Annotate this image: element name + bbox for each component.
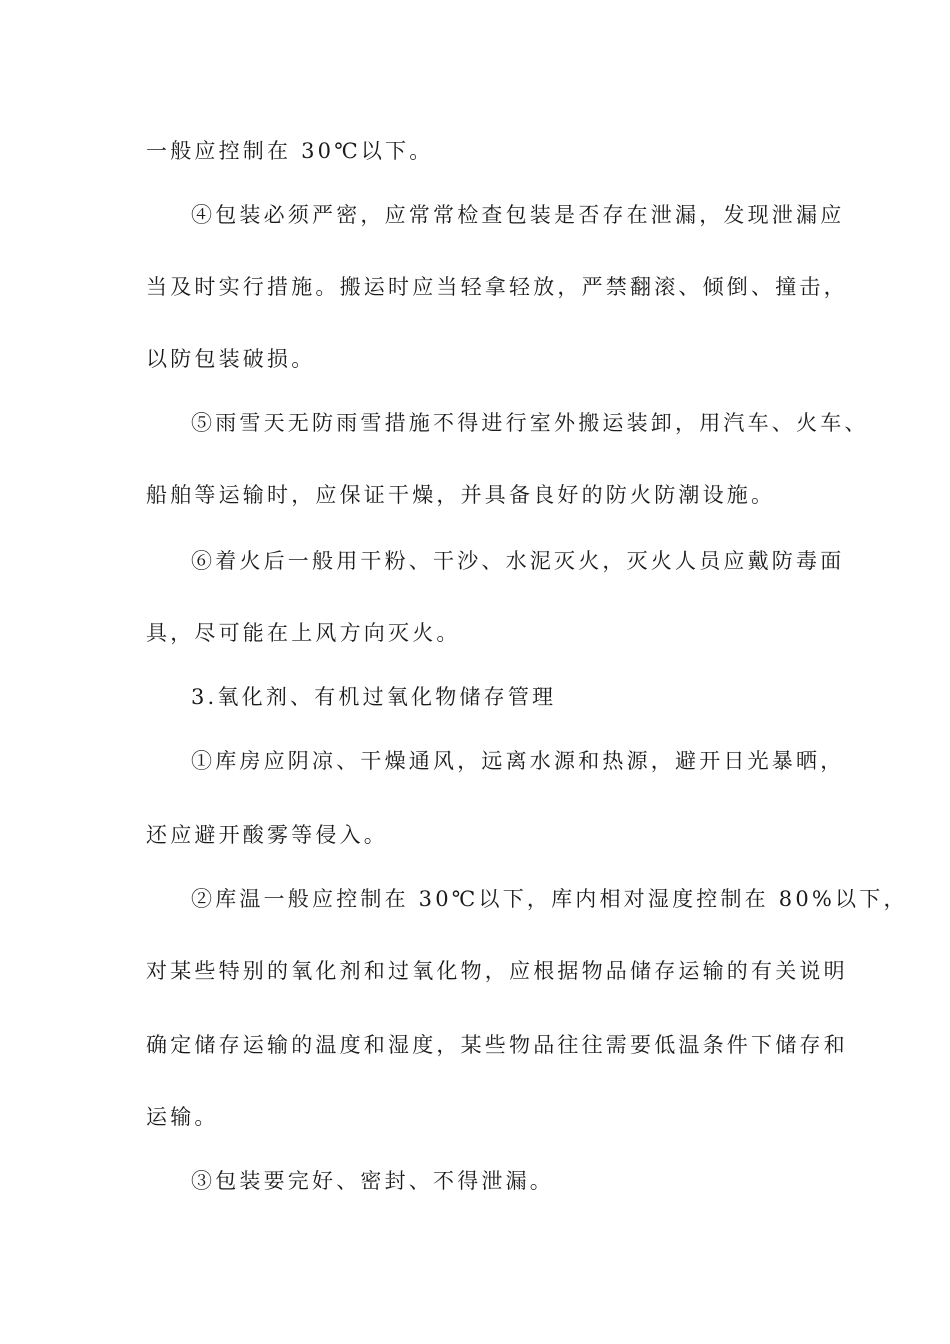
text-line-1: 一般应控制在 30℃以下。 bbox=[146, 139, 434, 163]
text-line-8: 具，尽可能在上风方向灭火。 bbox=[146, 621, 461, 645]
text-line-2: ④包装必须严密，应常常检查包装是否存在泄漏，发现泄漏应 bbox=[191, 203, 845, 227]
text-line-11: 还应避开酸雾等侵入。 bbox=[146, 823, 388, 847]
text-line-13: 对某些特别的氧化剂和过氧化物，应根据物品储存运输的有关说明 bbox=[146, 959, 848, 983]
text-line-14: 确定储存运输的温度和湿度，某些物品往往需要低温条件下储存和 bbox=[146, 1033, 848, 1057]
text-line-15: 运输。 bbox=[146, 1105, 219, 1129]
section-heading: 3.氧化剂、有机过氧化物储存管理 bbox=[191, 685, 557, 709]
text-line-4: 以防包装破损。 bbox=[146, 347, 316, 371]
text-line-5: ⑤雨雪天无防雨雪措施不得进行室外搬运装卸，用汽车、火车、 bbox=[191, 411, 869, 435]
text-line-7: ⑥着火后一般用干粉、干沙、水泥灭火，灭火人员应戴防毒面 bbox=[191, 549, 845, 573]
text-line-3: 当及时实行措施。搬运时应当轻拿轻放，严禁翻滚、倾倒、撞击， bbox=[146, 275, 848, 299]
text-line-6: 船舶等运输时，应保证干燥，并具备良好的防火防潮设施。 bbox=[146, 483, 776, 507]
text-line-12: ②库温一般应控制在 30℃以下，库内相对湿度控制在 80%以下， bbox=[191, 887, 908, 911]
text-line-16: ③包装要完好、密封、不得泄漏。 bbox=[191, 1169, 554, 1193]
text-line-10: ①库房应阴凉、干燥通风，远离水源和热源，避开日光暴晒， bbox=[191, 749, 845, 773]
